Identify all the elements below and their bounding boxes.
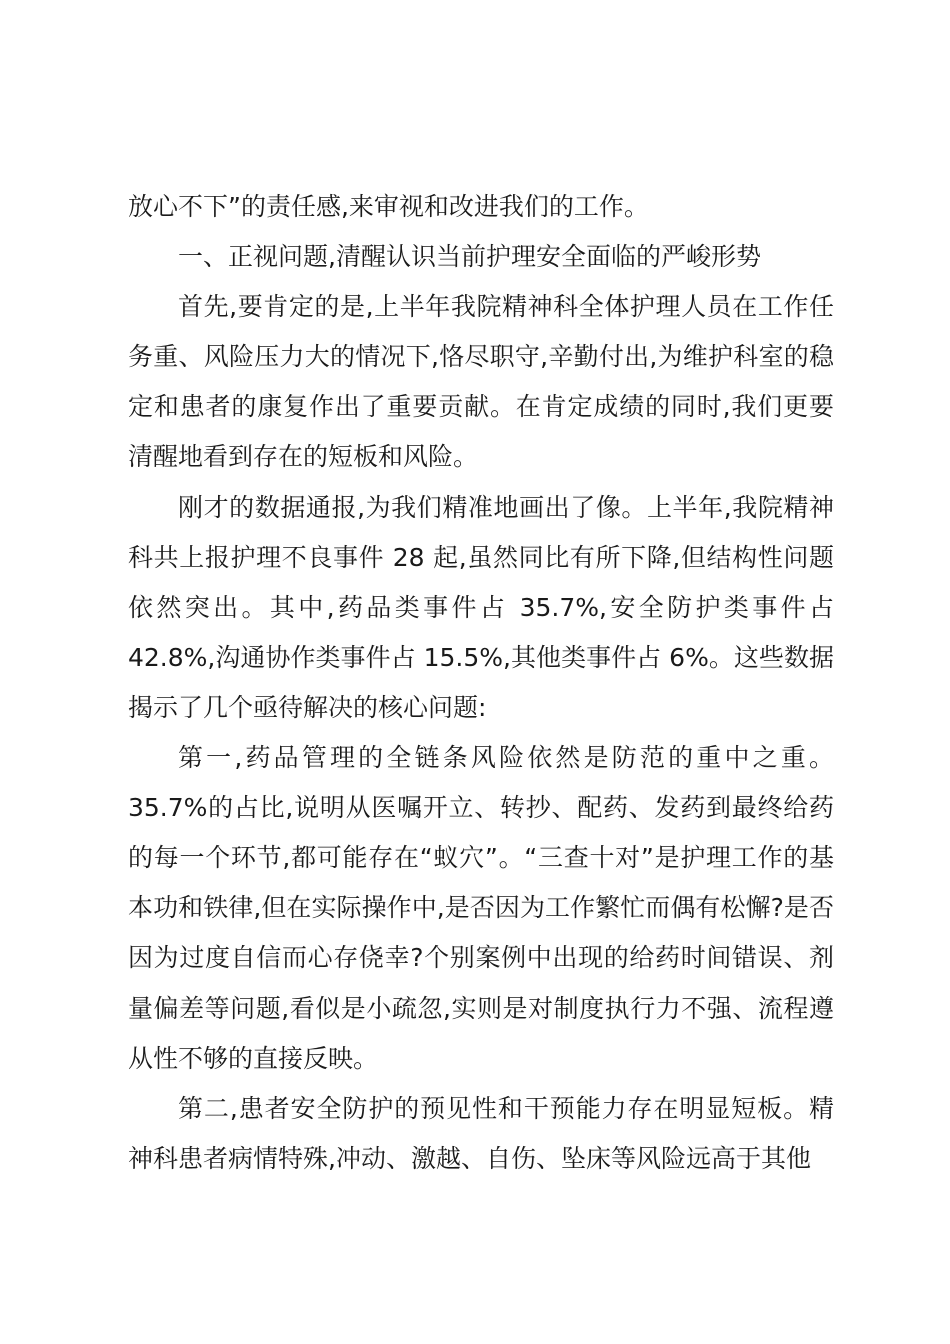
paragraph-continuation: 放心不下”的责任感,来审视和改进我们的工作。 [128, 192, 649, 221]
paragraph-data-report: 刚才的数据通报,为我们精准地画出了像。上半年,我院精神科共上报护理不良事件 28 起,虽然同比有所下降,但结构性问题依然突出。其中,药品类事件占 35.7%,安全防护类事件占 42.8%,沟通协作类事件占 15.5%,其他类事件占 6%。这些数据揭示了几个亟待解决的核心问题: [128, 492, 834, 722]
paragraph-issue-two: 第二,患者安全防护的预见性和干预能力存在明显短板。精神科患者病情特殊,冲动、激越、自伤、坠床等风险远高于其他 [128, 1093, 834, 1173]
paragraph-issue-one: 第一,药品管理的全链条风险依然是防范的重中之重。35.7%的占比,说明从医嘱开立、转抄、配药、发药到最终给药的每一个环节,都可能存在“蚁穴”。“三查十对”是护理工作的基本功和铁律,但在实际操作中,是否因为工作繁忙而偶有松懈?是否因为过度自信而心存侥幸?个别案例中出现的给药时间错误、剂量偏差等问题,看似是小疏忽,实则是对制度执行力不强、流程遵从性不够的直接反映。 [128, 743, 834, 1073]
document-body [128, 182, 834, 1184]
section-heading: 一、正视问题,清醒认识当前护理安全面临的严峻形势 [178, 242, 761, 272]
paragraph-achievements: 首先,要肯定的是,上半年我院精神科全体护理人员在工作任务重、风险压力大的情况下,恪尽职守,辛勤付出,为维护科室的稳定和患者的康复作出了重要贡献。在肯定成绩的同时,我们更要清醒地看到存在的短板和风险。 [128, 292, 834, 472]
